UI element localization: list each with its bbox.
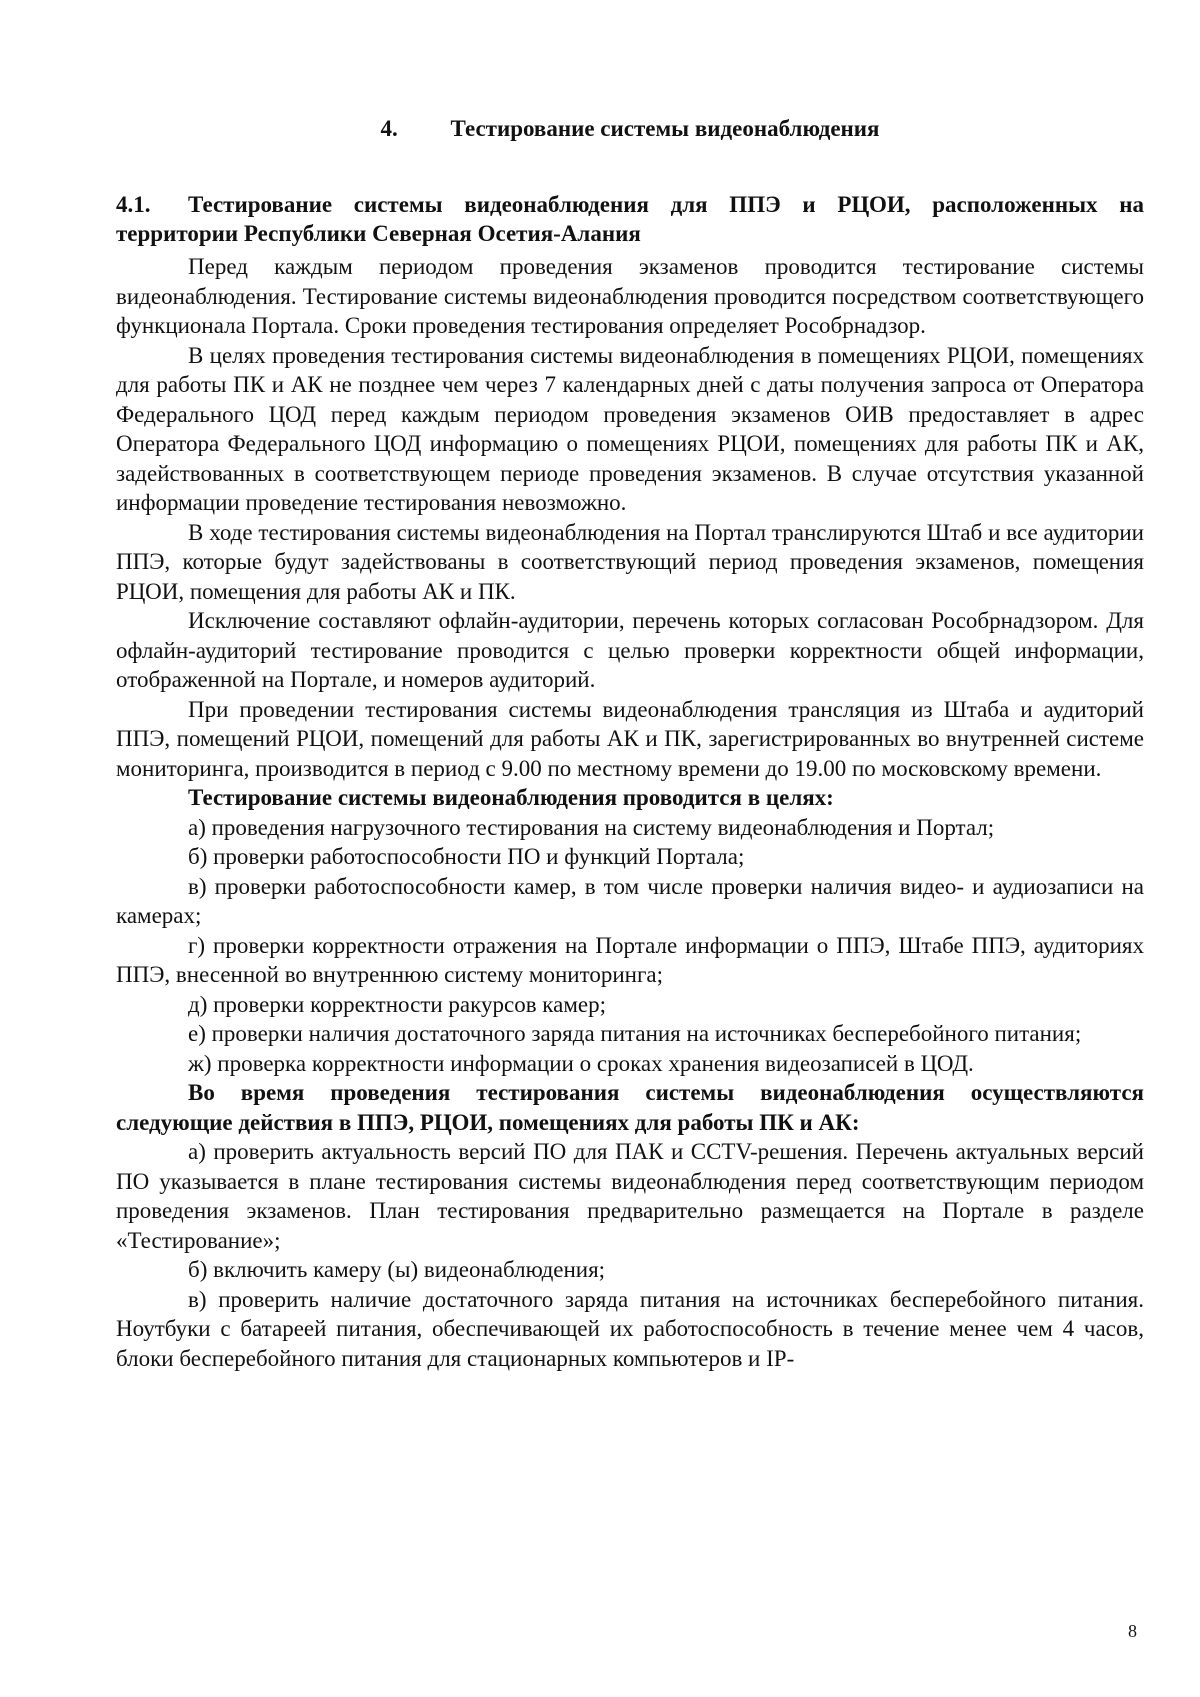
action-item-v: в) проверить наличие достаточного заряда питания на источниках бесперебойного питания. Ноутбуки с батареей питания, обеспечивающей их работоспособность в течение менее чем 4 часов, блоки бесперебойного питания для стационарных компьютеров и IP-	[116, 1286, 1144, 1371]
paragraph-room-info: В целях проведения тестирования системы видеонаблюдения в помещениях РЦОИ, помещениях для работы ПК и АК не позднее чем через 7 календарных дней с даты получения запроса от Оператора Федерального ЦОД перед каждым периодом проведения экзаменов ОИВ предоставляет в адрес Оператора Федерального ЦОД информацию о помещениях РЦОИ, помещениях для работы ПК и АК, задействованных в соответствующем периоде проведения экзаменов. В случае отсутствия указанной информации проведение тестирования невозможно.	[116, 342, 1144, 515]
goal-item-e: е) проверки наличия достаточного заряда питания на источниках бесперебойного питания;	[188, 1021, 1082, 1046]
goal-item-v: в) проверки работоспособности камер, в том числе проверки наличия видео- и аудиозаписи на камерах;	[116, 873, 1144, 928]
goal-item-d: д) проверки корректности ракурсов камер;	[188, 991, 606, 1017]
goal-item-g: г) проверки корректности отражения на Портале информации о ППЭ, Штабе ППЭ, аудиториях ППЭ, внесенной во внутреннюю систему мониторинга;	[116, 932, 1144, 987]
paragraph-broadcast-hours: При проведении тестирования системы видеонаблюдения трансляция из Штаба и аудиторий ППЭ, помещений РЦОИ, помещений для работы АК и ПК, зарегистрированных во внутренней системе мониторинга, производится в период с 9.00 по местному времени до 19.00 по московскому времени.	[116, 696, 1144, 781]
actions-heading: Во время проведения тестирования системы видеонаблюдения осуществляются следующие действия в ППЭ, РЦОИ, помещениях для работы ПК и АК:	[116, 1080, 1144, 1135]
document-page	[116, 108, 1144, 1373]
action-item-b: б) включить камеру (ы) видеонаблюдения;	[188, 1257, 606, 1282]
paragraph-intro: Перед каждым периодом проведения экзаменов проводится тестирование системы видеонаблюдения. Тестирование системы видеонаблюдения проводится посредством соответствующего функционала Портала. Сроки проведения тестирования определяет Рособрнадзор.	[116, 254, 1144, 338]
subsection-heading	[116, 190, 1144, 248]
subsection-title: Тестирование системы видеонаблюдения для ППЭ и РЦОИ, расположенных на территории Республики Северная Осетия-Алания	[116, 192, 1144, 246]
paragraph-offline-exception: Исключение составляют офлайн-аудитории, перечень которых согласован Рособрнадзором. Для офлайн-аудиторий тестирование проводится с целью проверки корректности общей информации, отображенной на Портале, и номеров аудиторий.	[116, 608, 1144, 692]
paragraph-broadcast: В ходе тестирования системы видеонаблюдения на Портал транслируются Штаб и все аудитории ППЭ, которые будут задействованы в соответствующий период проведения экзаменов, помещения РЦОИ, помещения для работы АК и ПК.	[116, 519, 1144, 604]
section-heading	[116, 114, 1144, 144]
goal-item-zh: ж) проверка корректности информации о сроках хранения видеозаписей в ЦОД.	[188, 1050, 974, 1076]
goals-heading: Тестирование системы видеонаблюдения проводится в целях:	[188, 785, 834, 810]
goal-item-a: а) проведения нагрузочного тестирования на систему видеонаблюдения и Портал;	[188, 814, 995, 840]
subsection-number: 4.1.	[116, 192, 151, 217]
section-title: Тестирование системы видеонаблюдения	[450, 116, 880, 141]
page-number: 8	[1128, 1621, 1137, 1641]
action-item-a: а) проверить актуальность версий ПО для ПАК и CCTV-решения. Перечень актуальных версий ПО указывается в плане тестирования системы видеонаблюдения перед соответствующим периодом проведения экзаменов. План тестирования предварительно размещается на Портале в разделе «Тестирование»;	[116, 1139, 1144, 1253]
goal-item-b: б) проверки работоспособности ПО и функций Портала;	[188, 844, 745, 869]
section-number: 4.	[380, 116, 398, 141]
